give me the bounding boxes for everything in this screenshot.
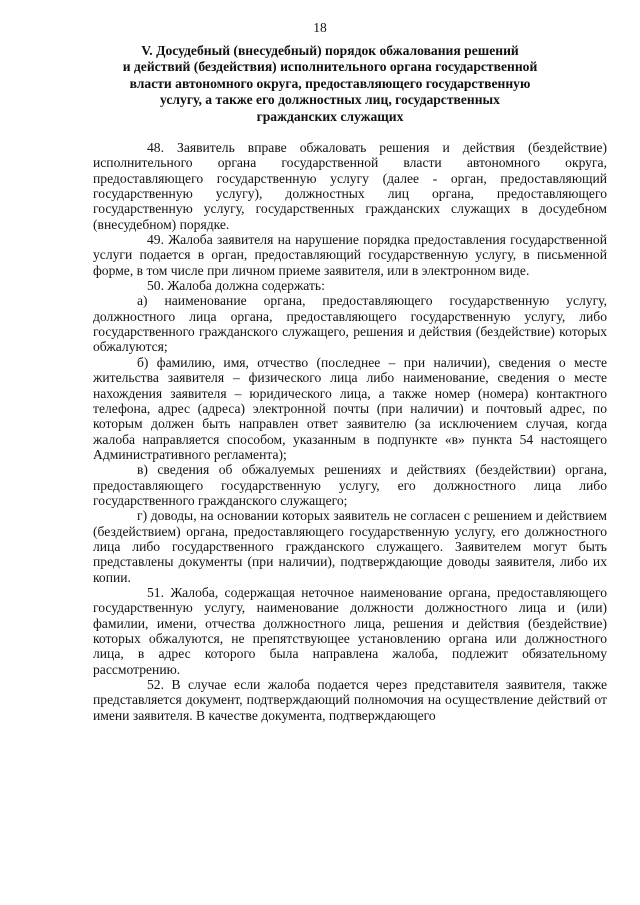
document-body xyxy=(93,140,607,723)
paragraph-50: 50. Жалоба должна содержать: xyxy=(147,278,325,294)
paragraph-48: 48. Заявитель вправе обжаловать решения и действия (бездействие) исполнительного органа государственной власти автономного округа, предоставляющего государственную услугу (далее - орган, предоставляющий государственную услугу), должностных лиц органа, предоставляющего государственную услугу, государственных гражданских служащих в досудебном (внесудебном) порядке. xyxy=(93,140,607,232)
page-number: 18 xyxy=(313,20,327,35)
paragraph-51: 51. Жалоба, содержащая неточное наименование органа, предоставляющего государственную услугу, наименование должности должностного лица и (или) фамилии, имени, отчества должностного лица, решения и действия (бездействие) которых обжалуются, не препятствующее установлению органа или должностного лица, в адрес которого была направлена жалоба, подлежит обязательному рассмотрению. xyxy=(93,584,607,677)
paragraph-49: 49. Жалоба заявителя на нарушение порядка предоставления государственной услуги подается в орган, предоставляющий государственную услугу, в письменной форме, в том числе при личном приеме заявителя, или в электронном виде. xyxy=(93,232,607,278)
subparagraph-a: а) наименование органа, предоставляющего государственную услугу, должностного лица органа, предоставляющего государственную услугу, либо государственного гражданского служащего, решения и действия (бездействие) которых обжалуются; xyxy=(93,293,607,355)
paragraph-52: 52. В случае если жалоба подается через представителя заявителя, также представляется документ, подтверждающий полномочия на осуществление действий от имени заявителя. В качестве документа, подтверждающего xyxy=(93,677,607,723)
heading-line: V. Досудебный (внесудебный) порядок обжалования решений xyxy=(141,43,519,58)
heading-line: и действий (бездействия) исполнительного органа государственной xyxy=(122,59,538,75)
heading-line: услугу, а также его должностных лиц, государственных xyxy=(160,92,500,108)
section-heading xyxy=(80,43,580,125)
subparagraph-v: в) сведения об обжалуемых решениях и действиях (бездействии) органа, предоставляющего государственную услугу, его должностного лица либо государственного гражданского служащего; xyxy=(93,462,607,508)
subparagraph-b: б) фамилию, имя, отчество (последнее – при наличии), сведения о месте жительства заявителя – физического лица либо наименование, сведения о месте нахождения заявителя – юридического лица, а также номер (номера) контактного телефона, адрес (адреса) электронной почты (при наличии) и почтовый адрес, по которым должен быть направлен ответ заявителю (за исключением случая, когда жалоба направляется способом, указанным в подпункте «в» пункта 54 настоящего Административного регламента); xyxy=(93,354,607,462)
subparagraph-g: г) доводы, на основании которых заявитель не согласен с решением и действием (бездействием) органа, предоставляющего государственную услугу, его должностного лица либо государственного гражданского служащего. Заявителем могут быть представлены документы (при наличии), подтверждающие доводы заявителя, либо их копии. xyxy=(93,508,607,585)
heading-line: гражданских служащих xyxy=(256,108,404,124)
heading-line: власти автономного округа, предоставляющего государственную xyxy=(129,75,531,91)
